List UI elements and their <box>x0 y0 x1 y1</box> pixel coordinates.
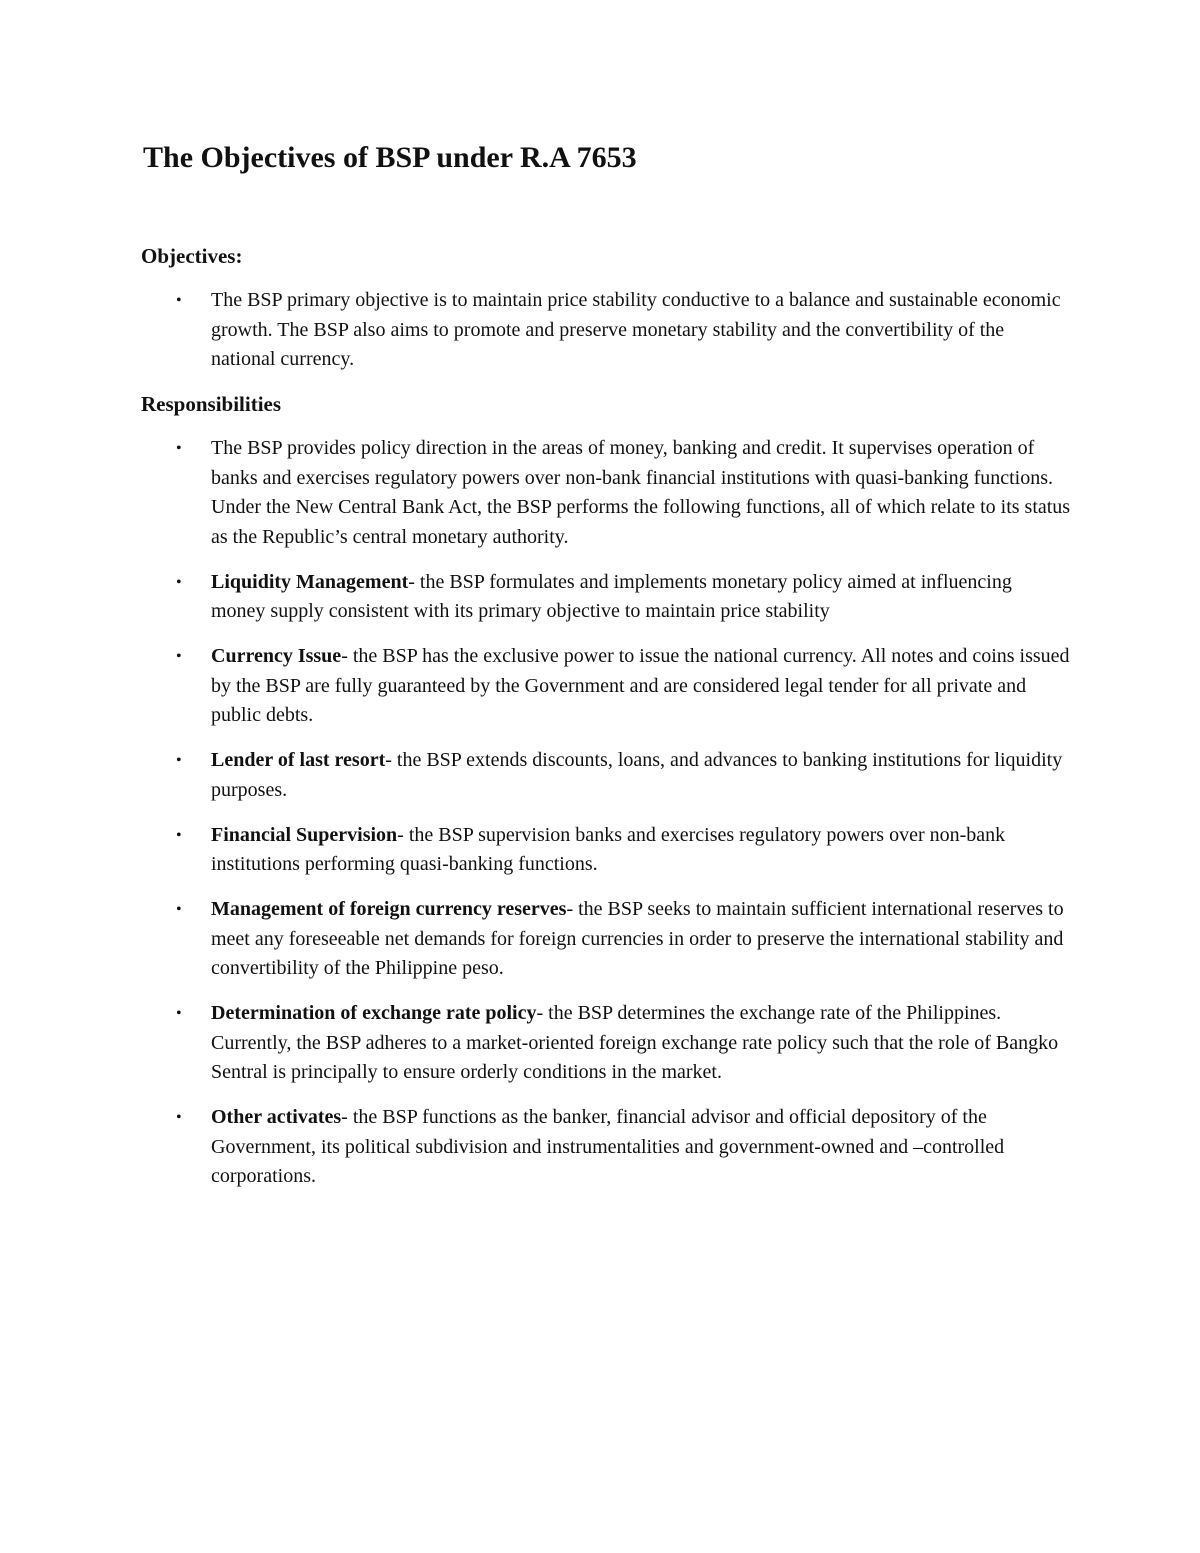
list-item <box>0 1103 1071 1192</box>
list-item <box>0 568 1071 627</box>
list-item <box>0 286 1071 375</box>
item-term: Lender of last resort <box>211 749 386 771</box>
responsibilities-heading: Responsibilities <box>141 392 282 416</box>
item-term: Other activates <box>211 1106 342 1128</box>
objectives-heading: Objectives: <box>141 244 243 268</box>
list-item <box>0 821 1071 880</box>
item-text: - the BSP determines the exchange rate of the Philippines. Currently, the BSP adheres to a market-oriented foreign exchange rate policy such that the role of Bangko Sentral is principally to ensure orderly conditions in the market. <box>211 1002 1059 1083</box>
item-text: - the BSP has the exclusive power to issue the national currency. All notes and coins issued by the BSP are fully guaranteed by the Government and are considered legal tender for all private and public debts. <box>211 645 1070 726</box>
list-item <box>0 642 1071 731</box>
bullet-icon: • <box>176 1005 182 1022</box>
bullet-icon: • <box>176 440 182 457</box>
list-item <box>0 999 1071 1088</box>
item-text: The BSP primary objective is to maintain price stability conductive to a balance and sustainable economic growth. The BSP also aims to promote and preserve monetary stability and the convertibility of the national currency. <box>211 289 1061 370</box>
item-text: The BSP provides policy direction in the areas of money, banking and credit. It supervises operation of banks and exercises regulatory powers over non-bank financial institutions with quasi-banking functions. Under the New Central Bank Act, the BSP performs the following functions, all of which relate to its status as the Republic’s central monetary authority. <box>211 437 1071 548</box>
responsibilities-list <box>0 434 1200 1207</box>
list-item <box>0 895 1071 984</box>
item-term: Determination of exchange rate policy <box>211 1002 537 1024</box>
list-item <box>0 746 1071 805</box>
bullet-icon: • <box>176 826 182 844</box>
bullet-icon: • <box>176 292 182 309</box>
item-text: - the BSP formulates and implements monetary policy aimed at influencing money supply consistent with its primary objective to maintain price stability <box>211 570 1012 622</box>
list-item <box>0 434 1071 552</box>
document-title: The Objectives of BSP under R.A 7653 <box>143 141 637 174</box>
item-text: - the BSP extends discounts, loans, and advances to banking institutions for liquidity purposes. <box>211 749 1063 801</box>
bullet-icon: • <box>176 901 182 918</box>
bullet-icon: • <box>176 573 182 591</box>
objectives-list <box>0 286 1200 390</box>
item-term: Currency Issue <box>211 645 342 667</box>
item-term: Liquidity Management <box>211 570 409 593</box>
item-text: - the BSP supervision banks and exercises regulatory powers over non-bank institutions performing quasi-banking functions. <box>211 823 1006 875</box>
item-term: Management of foreign currency reserves <box>211 898 567 920</box>
item-term: Financial Supervision <box>211 823 398 846</box>
item-text: - the BSP functions as the banker, financial advisor and official depository of the Government, its political subdivision and instrumentalities and government-owned and –controlled corporations. <box>211 1106 1005 1187</box>
bullet-icon: • <box>176 1109 182 1126</box>
bullet-icon: • <box>176 648 182 665</box>
item-text: - the BSP seeks to maintain sufficient international reserves to meet any foreseeable net demands for foreign currencies in order to preserve the international stability and convertibility of the Philippine peso. <box>211 898 1064 979</box>
bullet-icon: • <box>176 752 182 769</box>
